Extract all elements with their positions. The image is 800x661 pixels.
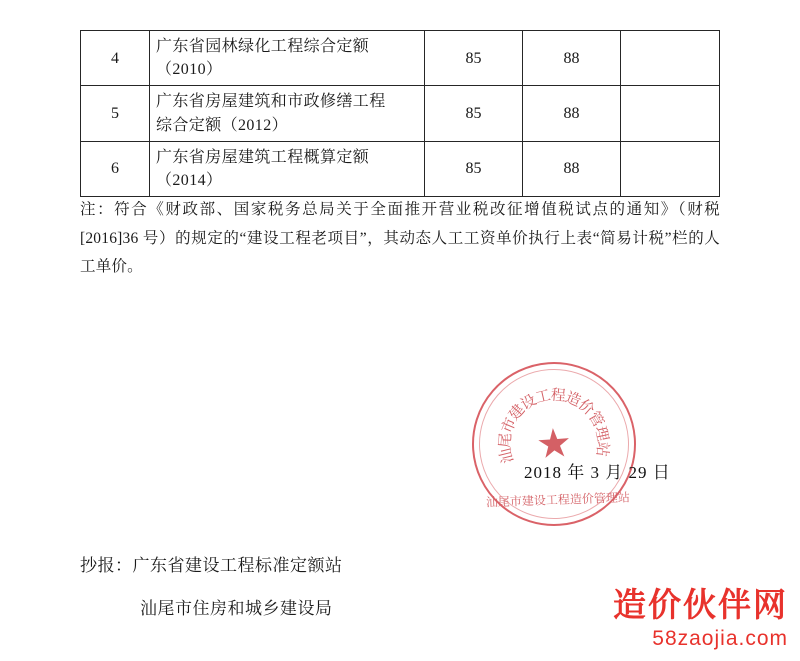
seal-arc-text: 汕 尾 市 建 设 工 程 造 价 管 理 站 — [497, 387, 611, 465]
row-simple-tax-value: 85 — [425, 86, 523, 141]
row-general-tax-value: 88 — [523, 31, 621, 86]
row-quota-name — [150, 141, 425, 196]
row-remark — [621, 141, 720, 196]
row-number: 5 — [81, 86, 150, 141]
seal-star-icon: ★ — [534, 419, 574, 468]
table-row — [81, 31, 720, 86]
issue-date: 2018 年 3 月 29 日 — [524, 463, 671, 482]
cc-line-1: 抄报：广东省建设工程标准定额站 — [80, 556, 343, 575]
quota-name-line2: （2010） — [156, 61, 223, 79]
quota-name-line1: 广东省园林绿化工程综合定额 — [156, 38, 370, 55]
table-row — [81, 86, 720, 141]
row-general-tax-value: 88 — [523, 141, 621, 196]
official-seal — [466, 356, 641, 531]
row-general-tax-value: 88 — [523, 86, 621, 141]
quota-name-line1: 广东省房屋建筑工程概算定额 — [156, 148, 370, 166]
watermark — [613, 587, 788, 651]
row-simple-tax-value: 85 — [425, 31, 523, 86]
seal-bottom-text: 汕尾市建设工程造价管理站 — [485, 490, 631, 510]
row-remark — [621, 31, 720, 86]
watermark-main-text: 造价伙伴网 — [613, 585, 788, 623]
row-simple-tax-value: 85 — [425, 141, 523, 196]
watermark-url-text: 58zaojia.com — [652, 627, 788, 650]
row-number: 6 — [81, 141, 150, 196]
row-remark — [621, 86, 720, 141]
row-quota-name — [150, 31, 425, 86]
quota-name-line2: （2014） — [156, 171, 223, 189]
cc-block — [80, 545, 343, 630]
quota-table — [80, 30, 720, 197]
table-row — [81, 141, 720, 196]
cc-line-2: 汕尾市住房和城乡建设局 — [140, 598, 333, 618]
quota-name-line1: 广东省房屋建筑和市政修缮工程 — [156, 93, 386, 111]
row-quota-name — [150, 86, 425, 141]
row-number: 4 — [81, 31, 150, 86]
quota-name-line2: 综合定额（2012） — [156, 116, 289, 134]
note-paragraph: 注：符合《财政部、国家税务总局关于全面推开营业税改征增值税试点的通知》（财税[2016]36 号）的规定的“建设工程老项目”，其动态人工工资单价执行上表“简易计税”栏的人工单价。 — [80, 201, 720, 276]
